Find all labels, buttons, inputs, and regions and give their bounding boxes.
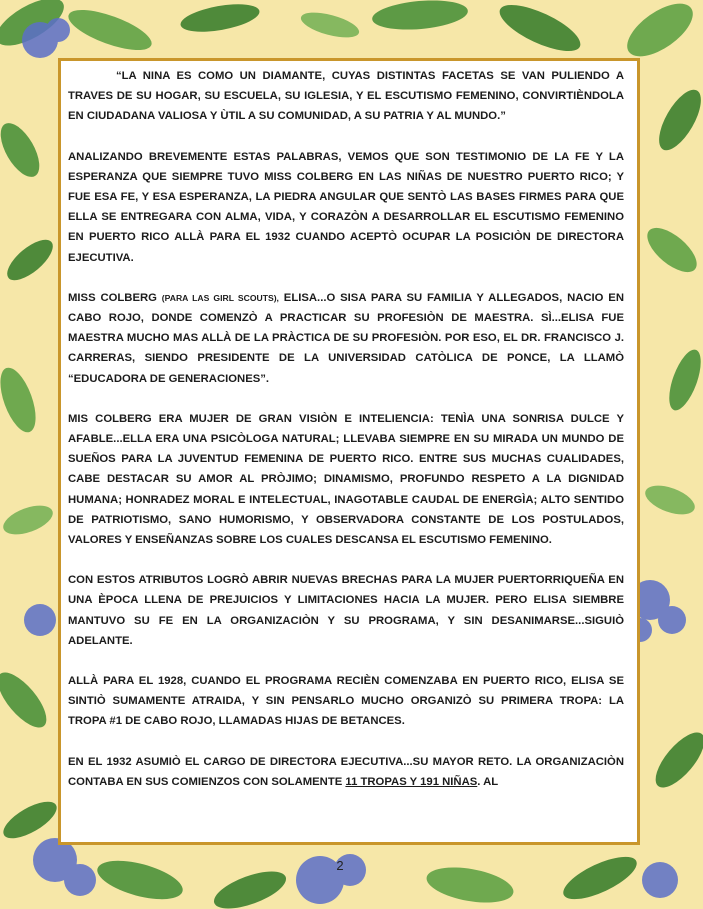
paragraph-first-troop: ALLÀ PARA EL 1928, CUANDO EL PROGRAMA RECIÈN COMENZABA EN PUERTO RICO, ELISA SE SINTIÒ SUMAMENTE ATRAIDA, Y SIN PENSARLO MUCHO ORGANIZÒ SU PRIMERA TROPA: LA TROPA #1 DE CABO ROJO, LLAMADAS HIJAS DE BETANCES.: [68, 675, 624, 728]
paragraph-biography: [68, 288, 624, 389]
page-number: 2: [336, 858, 344, 873]
paragraph-text: ELISA...O SISA PARA SU FAMILIA Y ALLEGADOS, NACIO EN CABO ROJO, DONDE COMENZÒ A PRACTICAR SU PROFESIÒN DE MAESTRA. SÌ...ELISA FUE MAESTRA MUCHO MAS ALLÀ DE LA PRÀCTICA DE SU PROFESIÒN. POR ESO, EL DR. FRANCISCO J. CARRERAS, SIENDO PRESIDENTE DE LA UNIVERSIDAD CATÒLICA DE PONCE, LA LLAMÒ “EDUCADORA DE GENERACIONES”.: [68, 291, 625, 385]
paragraph-text: MISS COLBERG: [68, 291, 162, 304]
paragraph-attributes: CON ESTOS ATRIBUTOS LOGRÒ ABRIR NUEVAS BRECHAS PARA LA MUJER PUERTORRIQUEÑA EN UNA ÈPOCA LLENA DE PREJUICIOS Y LIMITACIONES HACIA LA MUJER. PERO ELISA SIEMBRE MANTUVO SU FE EN LA ORGANIZACIÒN Y SU PROGRAMA, Y SIN DESANIMARSE...SIGUIÒ ADELANTE.: [68, 574, 624, 647]
paragraph-text: . AL: [477, 775, 499, 788]
paragraph-text: EN EL 1932 ASUMIÒ EL CARGO DE DIRECTORA EJECUTIVA...SU MAYOR RETO. LA ORGANIZACIÒN CONTABA EN SUS COMIENZOS CON SOLAMENTE: [68, 755, 624, 788]
document-body: [68, 66, 624, 812]
paragraph-director: [68, 752, 624, 792]
small-caps-note: (PARA LAS GIRL SCOUTS),: [161, 292, 279, 303]
quote-paragraph: “LA NINA ES COMO UN DIAMANTE, CUYAS DISTINTAS FACETAS SE VAN PULIENDO A TRAVES DE SU HOGAR, SU ESCUELA, SU IGLESIA, Y EL ESCUTISMO FEMENINO, CONVIRTIÈNDOLA EN CIUDADANA VALIOSA Y ÙTIL A SU COMUNIDAD, A SU PATRIA Y AL MUNDO.”: [68, 70, 624, 123]
paragraph-qualities: MIS COLBERG ERA MUJER DE GRAN VISIÒN E INTELIENCIA: TENÌA UNA SONRISA DULCE Y AFABLE...ELLA ERA UNA PSICÒLOGA NATURAL; LLEVABA SIEMPRE EN SU MIRADA UN MUNDO DE SUEÑOS PARA LA JUVENTUD FEMENINA DE PUERTO RICO. ENTRE SUS MUCHAS CUALIDADES, CABE DESTACAR SU AMOR AL PRÒJIMO; DINAMISMO, PROFUNDO RESPETO A LA DIGNIDAD HUMANA; HONRADEZ MORAL E INTELECTUAL, INAGOTABLE CAUDAL DE ENERGÌA; ALTO SENTIDO DE PATRIOTISMO, SANO HUMORISMO, Y OBSERVADORA CONSTANTE DE LOS POSTULADOS, VALORES Y ENSEÑANZAS SOBRE LOS CUALES DESCANSA EL ESCUTISMO FEMENINO.: [68, 412, 624, 547]
underlined-figure: 11 TROPAS Y 191 NIÑAS: [345, 775, 478, 788]
paragraph-analysis: ANALIZANDO BREVEMENTE ESTAS PALABRAS, VEMOS QUE SON TESTIMONIO DE LA FE Y LA ESPERANZA QUE SIEMPRE TUVO MISS COLBERG EN LAS NIÑAS DE NUESTRO PUERTO RICO; Y FUE ESA FE, Y ESA ESPERANZA, LA PIEDRA ANGULAR QUE SENTÒ LAS BASES FIRMES PARA QUE ELLA SE ENTREGARA CON ALMA, VIDA, Y CORAZÒN A DESARROLLAR EL ESCUTISMO FEMENINO EN PUERTO RICO ALLÀ PARA EL 1932 CUANDO ACEPTÒ OCUPAR LA POSICIÒN DE DIRECTORA EJECUTIVA.: [68, 150, 624, 264]
